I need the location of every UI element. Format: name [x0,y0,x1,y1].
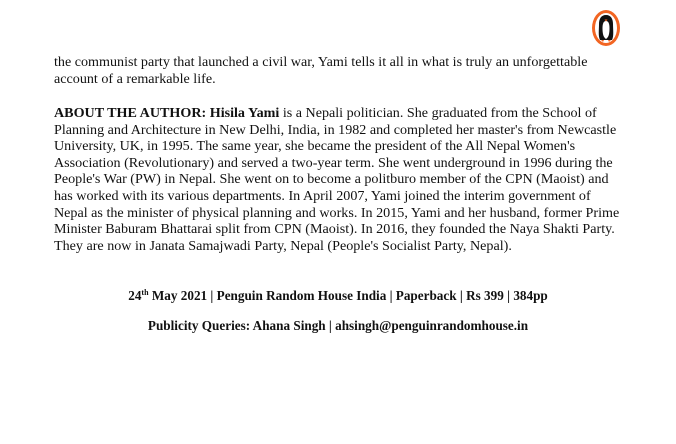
publication-day: 24 [128,288,142,303]
about-author-paragraph [54,105,624,254]
publication-day-suffix: th [141,288,149,297]
publicity-contact: Publicity Queries: Ahana Singh | ahsingh@penguinrandomhouse.in [147,318,529,333]
about-author-heading: ABOUT THE AUTHOR: [54,105,207,121]
author-name: Hisila Yami [209,105,280,121]
penguin-logo-icon [590,8,622,48]
intro-paragraph: the communist party that launched a civil war, Yami tells it all in what is truly an unforgettable account of a remarkable life. [54,54,588,87]
publication-info: May 2021 | Penguin Random House India | Paperback | Rs 399 | 384pp [151,288,548,303]
publication-details [0,288,676,304]
author-bio: is a Nepali politician. She graduated from the School of Planning and Architecture in New Delhi, India, in 1982 and completed her master's from Newcastle University, UK, in 1995. The same year, she became the president of the All Nepal Women's Association (Revolutionary) and served a two-year term. She went underground in 1996 during the People's War (PW) in Nepal. She went on to become a politburo member of the CPN (Maoist) and has worked with its various departments. In April 2007, Yami joined the interim government of Nepal as the minister of physical planning and works. In 2015, Yami and her husband, former Prime Minister Baburam Bhattarai split from CPN (Maoist). In 2016, they founded the Naya Shakti Party. They are now in Janata Samajwadi Party, Nepal (People's Socialist Party, Nepal). [54,105,620,254]
